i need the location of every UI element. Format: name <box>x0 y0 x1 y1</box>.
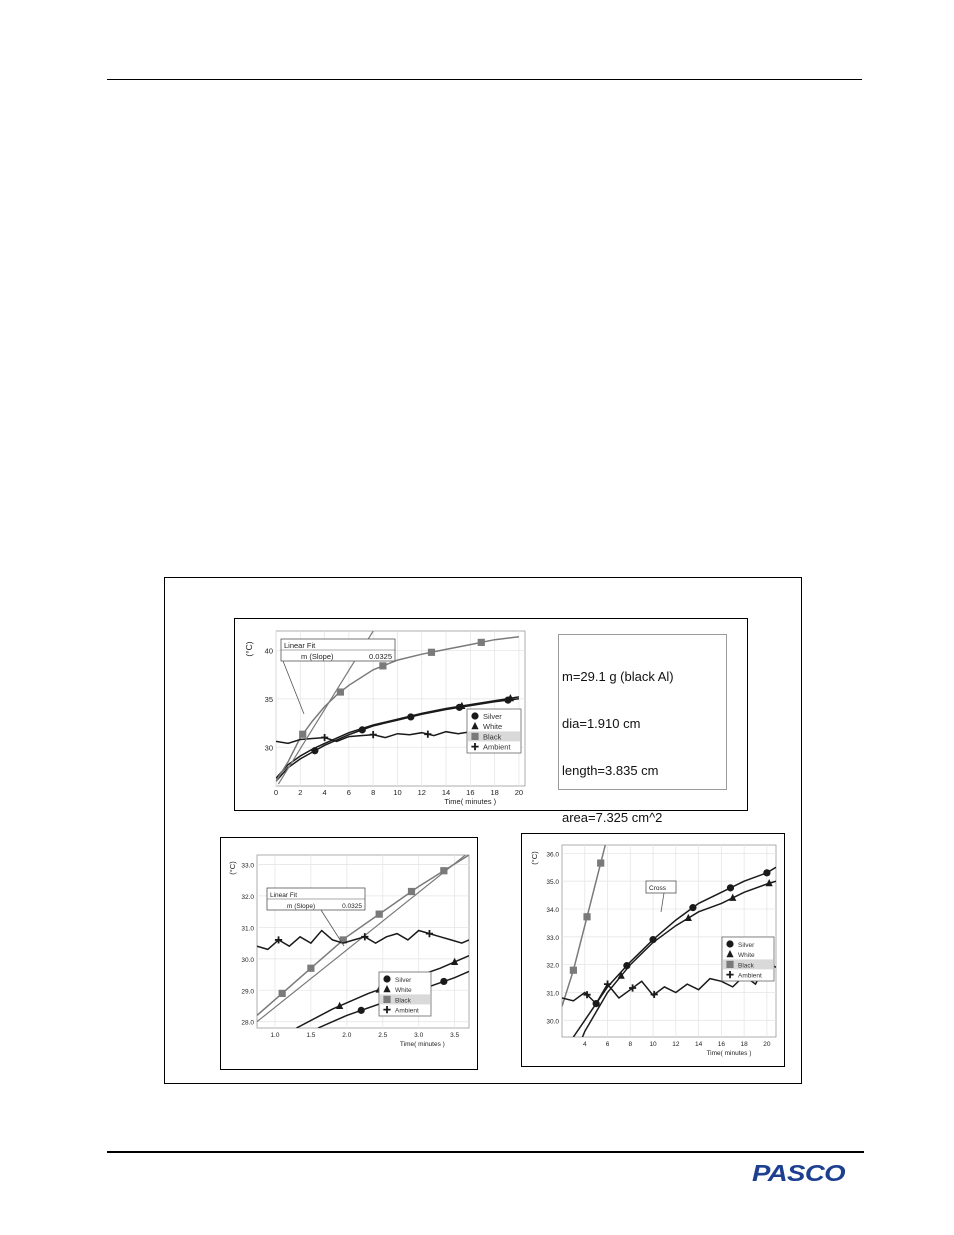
svg-text:PASCO: PASCO <box>752 1160 846 1185</box>
cross-annotation-label: Cross <box>649 885 666 892</box>
legend-label-silver: Silver <box>483 712 502 721</box>
linear-fit-title: Linear Fit <box>284 641 316 650</box>
x-tick-label: 1.5 <box>306 1032 316 1039</box>
series-marker-black <box>583 913 590 920</box>
bottom-right-temperature-graph <box>522 834 784 1066</box>
y-tick-label: 32.0 <box>241 893 254 901</box>
series-marker-black <box>279 990 286 997</box>
y-tick-label: 28.0 <box>241 1019 254 1027</box>
legend-label-silver: Silver <box>395 977 412 984</box>
info-line-length: length=3.835 cm <box>562 762 659 778</box>
x-tick-label: 4 <box>322 788 327 797</box>
figure-frame <box>164 577 802 1084</box>
x-tick-label: 20 <box>514 788 524 797</box>
legend-label-ambient: Ambient <box>483 742 511 752</box>
y-tick-label: 30 <box>264 743 273 753</box>
y-tick-label: 29.0 <box>241 988 254 996</box>
x-tick-label: 12 <box>672 1041 680 1048</box>
legend-marker-black <box>471 733 478 740</box>
x-tick-label: 8 <box>371 788 376 797</box>
y-tick-label: 36.0 <box>546 851 559 859</box>
x-tick-label: 2.5 <box>378 1032 388 1039</box>
info-box <box>558 634 727 825</box>
series-marker-black <box>307 965 314 972</box>
series-marker-black <box>428 649 435 656</box>
x-tick-label: 10 <box>649 1041 657 1048</box>
y-tick-label: 31.0 <box>546 990 559 998</box>
legend-label-white: White <box>395 987 412 995</box>
y-tick-label: 30.0 <box>241 956 254 964</box>
series-marker-black <box>570 967 577 974</box>
x-tick-label: 2 <box>298 788 303 797</box>
plot-area <box>257 855 469 1028</box>
series-marker-black <box>379 662 386 669</box>
x-tick-label: 0 <box>273 788 279 797</box>
linear-fit-value: 0.0325 <box>342 903 362 910</box>
legend-marker-silver <box>471 712 478 719</box>
legend-label-ambient: Ambient <box>395 1007 419 1015</box>
x-tick-label: 6 <box>605 1041 610 1048</box>
bottom-left-temperature-graph <box>221 838 477 1069</box>
legend-label-white: White <box>738 952 755 960</box>
top-temperature-graph <box>235 619 555 810</box>
footer-rule <box>107 1151 864 1153</box>
bottom-left-panel <box>220 837 478 1070</box>
x-axis-label: Time( minutes ) <box>399 1041 445 1048</box>
series-marker-black <box>299 731 306 738</box>
legend-marker-black <box>383 996 390 1003</box>
y-tick-label: 35 <box>264 694 273 704</box>
y-tick-label: 31.0 <box>241 925 254 933</box>
y-tick-label: 33.0 <box>241 862 254 870</box>
legend-label-black: Black <box>395 997 411 1005</box>
y-axis-label: (°C) <box>530 851 539 865</box>
legend-label-black: Black <box>483 732 502 742</box>
series-marker-silver <box>689 904 696 911</box>
x-axis-label: Time( minutes ) <box>444 797 497 806</box>
x-tick-label: 8 <box>628 1041 633 1048</box>
y-tick-label: 30.0 <box>546 1018 559 1026</box>
x-tick-label: 10 <box>393 788 402 797</box>
series-marker-silver <box>358 1007 365 1014</box>
legend-label-black: Black <box>738 962 754 970</box>
series-marker-black <box>478 639 485 646</box>
info-line-diameter: dia=1.910 cm <box>562 715 641 731</box>
pasco-logo <box>749 1160 849 1185</box>
x-tick-label: 18 <box>490 788 499 797</box>
series-marker-black <box>408 888 415 895</box>
x-tick-label: 12 <box>417 788 426 797</box>
linear-fit-label: m (Slope) <box>301 652 334 661</box>
info-line-area: area=7.325 cm^2 <box>562 809 663 825</box>
y-tick-label: 32.0 <box>546 962 559 970</box>
x-tick-label: 3.5 <box>450 1032 460 1039</box>
x-tick-label: 18 <box>740 1041 748 1048</box>
x-axis-label: Time( minutes ) <box>706 1050 752 1057</box>
y-tick-label: 34.0 <box>546 907 559 914</box>
x-tick-label: 2.0 <box>342 1032 352 1039</box>
legend-label-silver: Silver <box>738 942 755 949</box>
y-tick-label: 40 <box>264 646 273 656</box>
x-tick-label: 1.0 <box>270 1032 280 1039</box>
series-marker-black <box>597 859 604 866</box>
top-panel <box>234 618 748 825</box>
legend-marker-silver <box>383 975 390 982</box>
linear-fit-value: 0.0325 <box>369 652 392 661</box>
info-line-mass: m=29.1 g (black Al) <box>562 669 674 685</box>
series-marker-silver <box>727 884 734 891</box>
x-tick-label: 16 <box>717 1041 725 1048</box>
y-axis-label: (°C) <box>244 641 254 657</box>
y-tick-label: 35.0 <box>546 879 559 887</box>
legend-marker-black <box>726 961 733 968</box>
x-tick-label: 4 <box>582 1041 587 1048</box>
x-tick-label: 14 <box>441 788 451 797</box>
linear-fit-title: Linear Fit <box>270 892 298 899</box>
series-marker-silver <box>440 978 447 985</box>
y-axis-label: (°C) <box>228 861 237 875</box>
legend-marker-silver <box>726 940 733 947</box>
header-rule <box>107 79 862 80</box>
x-tick-label: 3.0 <box>414 1032 424 1039</box>
linear-fit-label: m (Slope) <box>287 903 316 910</box>
legend-label-white: White <box>483 722 503 732</box>
x-tick-label: 20 <box>763 1041 771 1048</box>
bottom-right-panel <box>521 833 785 1067</box>
x-tick-label: 6 <box>346 788 351 797</box>
series-marker-black <box>376 911 383 918</box>
x-tick-label: 16 <box>466 788 475 797</box>
x-tick-label: 14 <box>694 1041 703 1048</box>
series-marker-black <box>337 688 344 695</box>
y-tick-label: 33.0 <box>546 934 559 942</box>
series-marker-silver <box>763 869 770 876</box>
legend-label-ambient: Ambient <box>738 972 762 980</box>
